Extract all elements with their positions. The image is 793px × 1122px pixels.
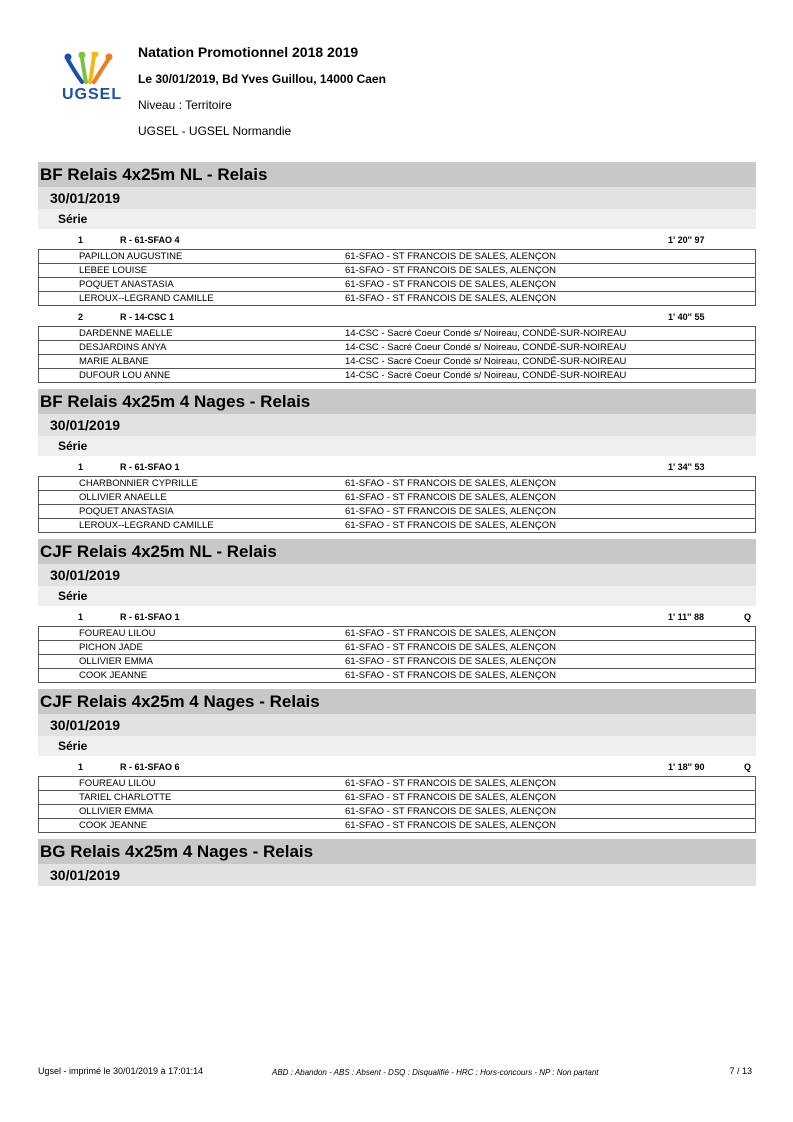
swimmer-club: 61-SFAO - ST FRANCOIS DE SALES, ALENÇON (343, 627, 756, 641)
series-label: Série (38, 209, 756, 229)
swimmer-row (39, 369, 756, 383)
swimmer-name: POQUET ANASTASIA (77, 505, 343, 519)
swimmer-spacer (39, 655, 78, 669)
team-code: R - 61-SFAO 1 (120, 462, 180, 472)
event-section (38, 689, 756, 833)
swimmer-name: LEROUX--LEGRAND CAMILLE (77, 519, 343, 533)
competition-title: Natation Promotionnel 2018 2019 (138, 44, 359, 60)
team-code: R - 61-SFAO 1 (120, 612, 180, 622)
swimmer-spacer (39, 292, 78, 306)
swimmer-row (39, 355, 756, 369)
series-label: Série (38, 736, 756, 756)
swimmers-table (38, 249, 756, 306)
swimmer-club: 61-SFAO - ST FRANCOIS DE SALES, ALENÇON (343, 669, 756, 683)
abbreviations-legend: ABD : Abandon - ABS : Absent - DSQ : Disqualifié - HRC : Hors-concours - NP : Non partant (272, 1068, 599, 1077)
swimmer-name: FOUREAU LILOU (77, 777, 343, 791)
event-title: CJF Relais 4x25m 4 Nages - Relais (38, 689, 756, 714)
swimmer-spacer (39, 519, 78, 533)
swimmer-spacer (39, 491, 78, 505)
swimmer-row (39, 777, 756, 791)
qualified-flag: Q (744, 612, 752, 622)
print-timestamp: Ugsel - imprimé le 30/01/2019 à 17:01:14 (38, 1066, 204, 1076)
swimmer-name: FOUREAU LILOU (77, 627, 343, 641)
team-code: R - 61-SFAO 4 (120, 235, 180, 245)
swimmer-club: 61-SFAO - ST FRANCOIS DE SALES, ALENÇON (343, 655, 756, 669)
series-label: Série (38, 436, 756, 456)
swimmer-club: 14-CSC - Sacré Coeur Condé s/ Noireau, CONDÉ-SUR-NOIREAU (343, 327, 756, 341)
team-rank: 2 (78, 312, 84, 322)
swimmer-spacer (39, 264, 78, 278)
team-result-row (38, 308, 756, 326)
swimmer-row (39, 278, 756, 292)
swimmer-club: 61-SFAO - ST FRANCOIS DE SALES, ALENÇON (343, 777, 756, 791)
swimmer-row (39, 791, 756, 805)
swimmer-club: 61-SFAO - ST FRANCOIS DE SALES, ALENÇON (343, 491, 756, 505)
swimmer-row (39, 819, 756, 833)
team-result-row (38, 608, 756, 626)
qualified-flag: Q (744, 762, 752, 772)
team-code: R - 14-CSC 1 (120, 312, 175, 322)
swimmers-table (38, 326, 756, 383)
swimmer-spacer (39, 819, 78, 833)
swimmer-name: OLLIVIER EMMA (77, 655, 343, 669)
swimmer-name: COOK JEANNE (77, 669, 343, 683)
swimmer-club: 61-SFAO - ST FRANCOIS DE SALES, ALENÇON (343, 819, 756, 833)
swimmer-spacer (39, 477, 78, 491)
swimmer-row (39, 341, 756, 355)
swimmer-row (39, 641, 756, 655)
team-time: 1' 20'' 97 (668, 235, 705, 245)
swimmer-club: 61-SFAO - ST FRANCOIS DE SALES, ALENÇON (343, 805, 756, 819)
page-header (0, 0, 793, 160)
event-section (38, 539, 756, 683)
team-result-row (38, 231, 756, 249)
swimmer-name: CHARBONNIER CYPRILLE (77, 477, 343, 491)
team-time: 1' 34'' 53 (668, 462, 705, 472)
swimmer-club: 61-SFAO - ST FRANCOIS DE SALES, ALENÇON (343, 264, 756, 278)
swimmer-club: 61-SFAO - ST FRANCOIS DE SALES, ALENÇON (343, 641, 756, 655)
swimmer-club: 61-SFAO - ST FRANCOIS DE SALES, ALENÇON (343, 278, 756, 292)
swimmer-spacer (39, 791, 78, 805)
team-rank: 1 (78, 612, 84, 622)
swimmer-club: 14-CSC - Sacré Coeur Condé s/ Noireau, CONDÉ-SUR-NOIREAU (343, 355, 756, 369)
page-number: 7 / 13 (729, 1066, 752, 1076)
page-footer (38, 1064, 756, 1082)
ugsel-logo (60, 52, 126, 108)
swimmer-spacer (39, 777, 78, 791)
event-title: CJF Relais 4x25m NL - Relais (38, 539, 756, 564)
swimmer-row (39, 669, 756, 683)
logo-figures-icon (60, 52, 126, 88)
swimmers-table (38, 476, 756, 533)
swimmer-name: PAPILLON AUGUSTINE (77, 250, 343, 264)
swimmer-spacer (39, 627, 78, 641)
team-result-row (38, 758, 756, 776)
logo-text: UGSEL (62, 86, 123, 103)
swimmer-name: OLLIVIER ANAELLE (77, 491, 343, 505)
swimmer-spacer (39, 505, 78, 519)
swimmer-row (39, 627, 756, 641)
swimmer-name: MARIE ALBANE (77, 355, 343, 369)
swimmer-club: 61-SFAO - ST FRANCOIS DE SALES, ALENÇON (343, 250, 756, 264)
swimmer-name: OLLIVIER EMMA (77, 805, 343, 819)
event-title: BF Relais 4x25m 4 Nages - Relais (38, 389, 756, 414)
team-rank: 1 (78, 462, 84, 472)
team-time: 1' 18'' 90 (668, 762, 705, 772)
swimmer-row (39, 519, 756, 533)
swimmer-name: DESJARDINS ANYA (77, 341, 343, 355)
event-date: 30/01/2019 (38, 414, 756, 436)
organizer: UGSEL - UGSEL Normandie (138, 124, 292, 138)
swimmer-row (39, 655, 756, 669)
team-rank: 1 (78, 762, 84, 772)
swimmer-name: DARDENNE MAELLE (77, 327, 343, 341)
event-date: 30/01/2019 (38, 864, 756, 886)
swimmer-row (39, 477, 756, 491)
swimmer-name: LEROUX--LEGRAND CAMILLE (77, 292, 343, 306)
event-date: 30/01/2019 (38, 187, 756, 209)
results-content (38, 162, 756, 892)
swimmer-row (39, 805, 756, 819)
swimmer-club: 61-SFAO - ST FRANCOIS DE SALES, ALENÇON (343, 477, 756, 491)
team-time: 1' 40'' 55 (668, 312, 705, 322)
swimmer-club: 61-SFAO - ST FRANCOIS DE SALES, ALENÇON (343, 519, 756, 533)
event-title: BG Relais 4x25m 4 Nages - Relais (38, 839, 756, 864)
event-section (38, 162, 756, 383)
swimmer-row (39, 327, 756, 341)
swimmer-spacer (39, 327, 78, 341)
team-rank: 1 (78, 235, 84, 245)
swimmer-name: POQUET ANASTASIA (77, 278, 343, 292)
swimmers-table (38, 776, 756, 833)
swimmer-name: TARIEL CHARLOTTE (77, 791, 343, 805)
team-code: R - 61-SFAO 6 (120, 762, 180, 772)
swimmer-row (39, 264, 756, 278)
swimmer-name: LEBEE LOUISE (77, 264, 343, 278)
event-date: 30/01/2019 (38, 714, 756, 736)
event-section (38, 839, 756, 886)
swimmer-row (39, 505, 756, 519)
swimmer-club: 14-CSC - Sacré Coeur Condé s/ Noireau, CONDÉ-SUR-NOIREAU (343, 369, 756, 383)
swimmer-spacer (39, 805, 78, 819)
team-time: 1' 11'' 88 (668, 612, 704, 622)
swimmer-row (39, 250, 756, 264)
swimmer-name: PICHON JADE (77, 641, 343, 655)
team-result-row (38, 458, 756, 476)
swimmer-row (39, 292, 756, 306)
swimmer-club: 61-SFAO - ST FRANCOIS DE SALES, ALENÇON (343, 292, 756, 306)
swimmers-table (38, 626, 756, 683)
swimmer-spacer (39, 250, 78, 264)
series-label: Série (38, 586, 756, 606)
competition-level: Niveau : Territoire (138, 98, 232, 112)
swimmer-row (39, 491, 756, 505)
swimmer-spacer (39, 341, 78, 355)
event-section (38, 389, 756, 533)
swimmer-spacer (39, 669, 78, 683)
swimmer-spacer (39, 355, 78, 369)
swimmer-club: 14-CSC - Sacré Coeur Condé s/ Noireau, CONDÉ-SUR-NOIREAU (343, 341, 756, 355)
swimmer-name: COOK JEANNE (77, 819, 343, 833)
swimmer-club: 61-SFAO - ST FRANCOIS DE SALES, ALENÇON (343, 791, 756, 805)
event-title: BF Relais 4x25m NL - Relais (38, 162, 756, 187)
swimmer-club: 61-SFAO - ST FRANCOIS DE SALES, ALENÇON (343, 505, 756, 519)
swimmer-spacer (39, 369, 78, 383)
swimmer-spacer (39, 641, 78, 655)
swimmer-spacer (39, 278, 78, 292)
swimmer-name: DUFOUR LOU ANNE (77, 369, 343, 383)
event-date: 30/01/2019 (38, 564, 756, 586)
competition-date-location: Le 30/01/2019, Bd Yves Guillou, 14000 Caen (138, 72, 386, 86)
